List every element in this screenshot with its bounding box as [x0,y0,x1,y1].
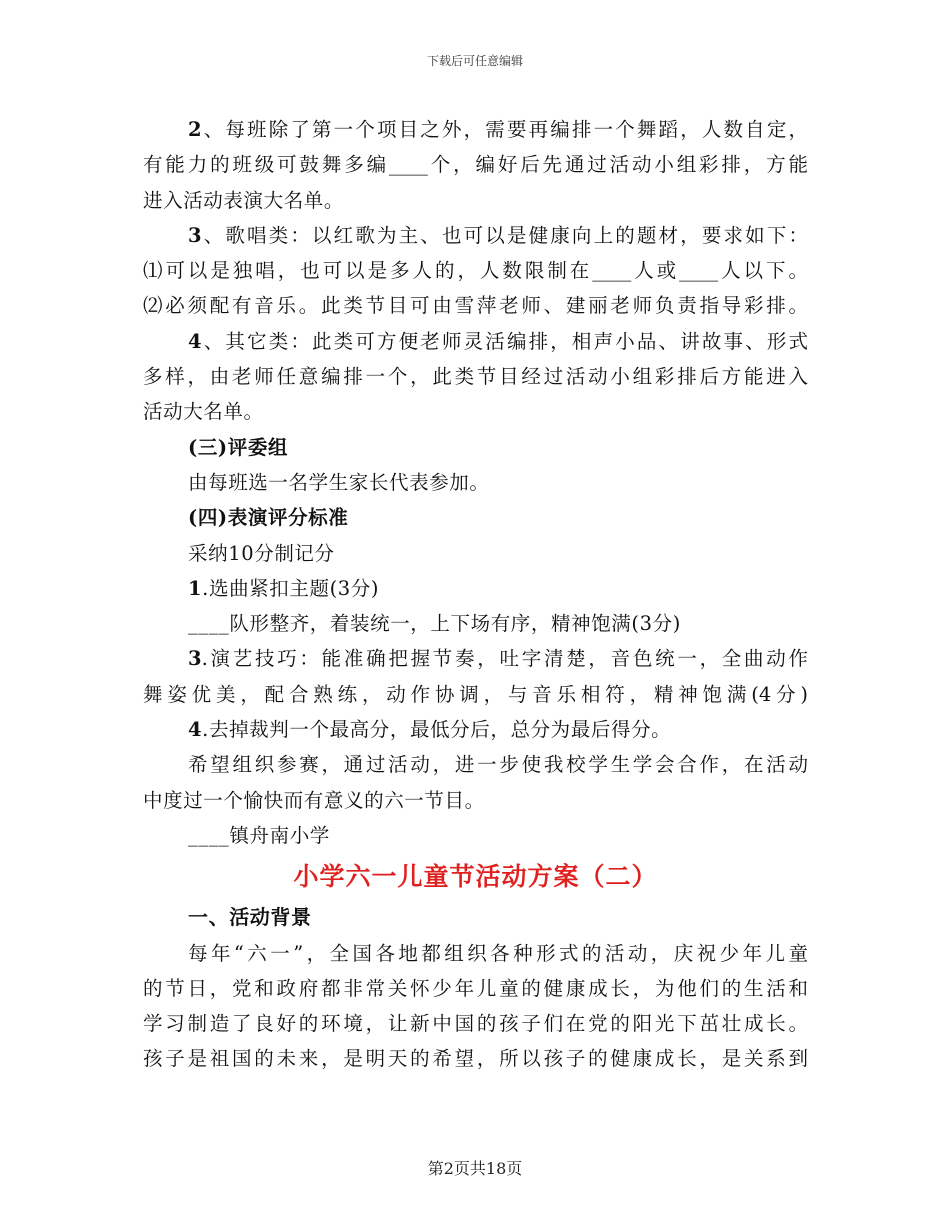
subheading-judges: (三)评委组 [188,435,289,459]
paragraph-line: 多样，由老师任意编排一个，此类节目经过活动小组彩排后方能进入 [143,365,808,389]
paragraph-line: ⑴可以是独唱，也可以是多人的，人数限制在____人或____人以下。 [143,259,808,283]
item-number: 1 [188,576,203,600]
item-number: 2 [188,118,202,141]
text-segment: 、歌唱类：以红歌为主、也可以是健康向上的题材，要求如下： [201,223,808,247]
page-header: 下载后可任意编辑 [426,54,523,68]
paragraph-line: ⑵必须配有音乐。此类节目可由雪萍老师、建丽老师负责指导彩排。 [143,294,808,318]
paragraph-line: 舞姿优美，配合熟练，动作协调，与音乐相符，精神饱满(4分) [143,682,808,706]
page-footer: 第2页共18页 [427,1159,523,1178]
paragraph-line [143,641,808,676]
paragraph-line [143,112,808,147]
document-body [143,112,808,1077]
subheading-scoring: (四)表演评分标准 [188,506,349,530]
item-number: 3 [188,223,202,247]
item-number: 4 [188,718,203,742]
paragraph-line: 学习制造了良好的环境，让新中国的孩子们在党的阳光下茁壮成长。 [143,1012,808,1036]
paragraph-line [143,218,808,253]
section-heading: 一、活动背景 [188,905,312,930]
paragraph-line: 有能力的班级可鼓舞多编____个，编好后先通过活动小组彩排，方能 [143,153,808,177]
paragraph-line: 的节日，党和政府都非常关怀少年儿童的健康成长，为他们的生活和 [143,976,808,1000]
paragraph-line: ____队形整齐，着装统一，上下场有序，精神饱满(3分) [188,612,681,636]
paragraph-line: 中度过一个愉快而有意义的六一节目。 [143,788,485,812]
text-segment: .选曲紧扣主题(3分) [202,576,380,600]
text-segment: 、其它类：此类可方便老师灵活编排，相声小品、讲故事、形式 [201,329,808,353]
paragraph-line: ____镇舟南小学 [188,823,330,847]
text-segment: 、每班除了第一个项目之外，需要再编排一个舞蹈，人数自定， [201,118,808,141]
text-segment: .演艺技巧：能准确把握节奏，吐字清楚，音色统一，全曲动作 [201,647,808,671]
paragraph-line: 每年“六一”，全国各地都组织各种形式的活动，庆祝少年儿童 [188,941,808,965]
paragraph-line [143,571,808,606]
paragraph-line: 活动大名单。 [143,400,264,424]
item-number: 3 [188,647,202,671]
item-number: 4 [188,329,202,353]
paragraph-line: 进入活动表演大名单。 [143,188,345,212]
paragraph-line: 由每班选一名学生家长代表参加。 [188,470,490,494]
paragraph-line [143,712,808,747]
paragraph-line: 采纳10分制记分 [188,541,335,565]
paragraph-line: 希望组织参赛，通过活动，进一步使我校学生学会合作，在活动 [188,753,808,777]
section-title: 小学六一儿童节活动方案（二） [293,862,658,892]
paragraph-line: 孩子是祖国的未来，是明天的希望，所以孩子的健康成长，是关系到 [143,1047,808,1071]
paragraph-line [143,324,808,359]
text-segment: .去掉裁判一个最高分，最低分后，总分为最后得分。 [202,718,672,742]
